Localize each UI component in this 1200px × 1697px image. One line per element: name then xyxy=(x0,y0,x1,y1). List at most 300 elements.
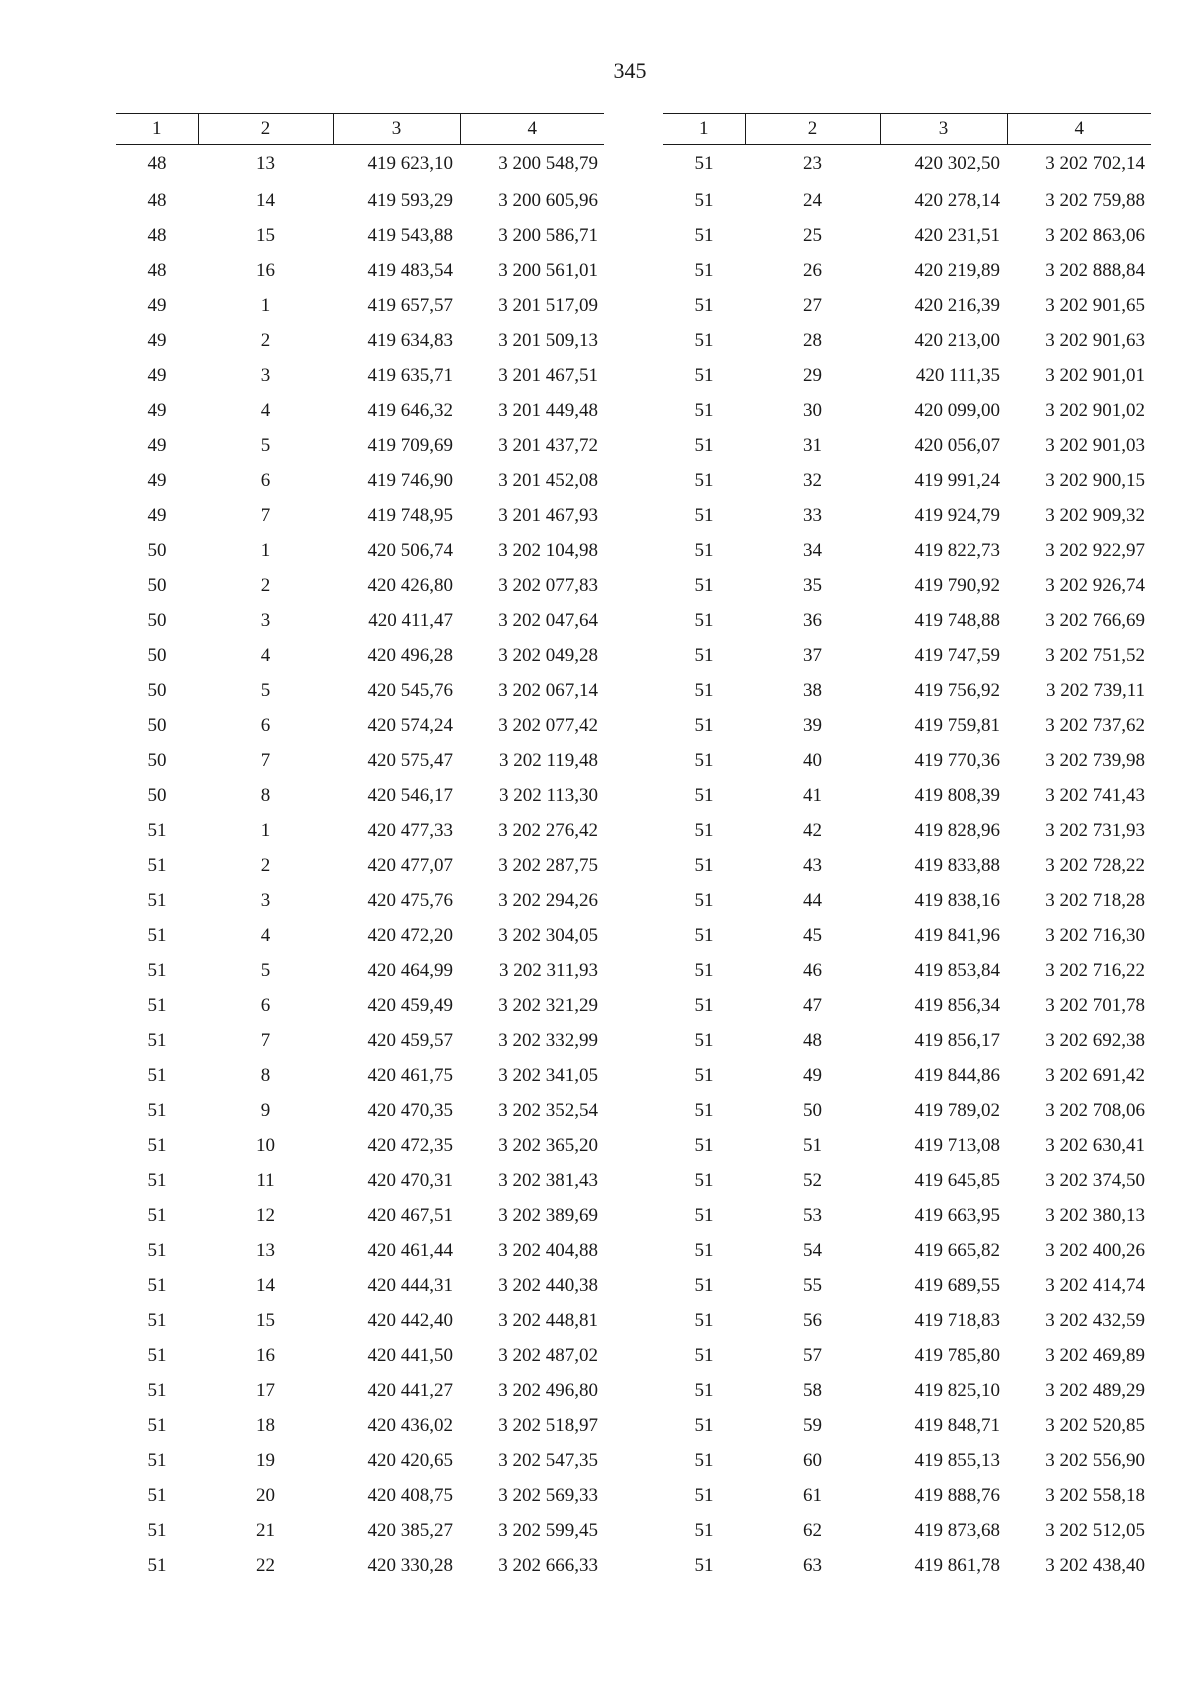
section-number-cell: 51 xyxy=(694,399,714,421)
table-row xyxy=(663,533,1151,568)
point-number-cell: 4 xyxy=(260,924,271,946)
y-coordinate-cell: 3 202 469,89 xyxy=(1045,1344,1145,1366)
y-coordinate-cell: 3 202 701,78 xyxy=(1045,994,1145,1016)
point-number-cell: 39 xyxy=(803,714,822,736)
point-number-cell: 54 xyxy=(803,1239,822,1261)
x-coordinate-cell: 419 543,88 xyxy=(367,224,453,246)
y-coordinate-cell: 3 202 518,97 xyxy=(498,1414,598,1436)
point-number-cell: 56 xyxy=(803,1309,822,1331)
x-coordinate-cell: 419 991,24 xyxy=(914,469,1000,491)
point-number-cell: 4 xyxy=(260,644,271,666)
x-coordinate-cell: 419 748,88 xyxy=(914,609,1000,631)
y-coordinate-cell: 3 202 691,42 xyxy=(1045,1064,1145,1086)
table-row xyxy=(663,603,1151,638)
section-number-cell: 51 xyxy=(147,1274,167,1296)
y-coordinate-cell: 3 202 341,05 xyxy=(498,1064,598,1086)
x-coordinate-cell: 419 790,92 xyxy=(914,574,1000,596)
section-number-cell: 51 xyxy=(694,1484,714,1506)
x-coordinate-cell: 419 808,39 xyxy=(914,784,1000,806)
y-coordinate-cell: 3 201 467,93 xyxy=(498,504,598,526)
table-row xyxy=(663,848,1151,883)
section-number-cell: 51 xyxy=(147,1344,167,1366)
table-row xyxy=(116,498,604,533)
x-coordinate-cell: 420 111,35 xyxy=(915,364,1000,386)
section-number-cell: 48 xyxy=(147,153,167,174)
section-number-cell: 51 xyxy=(694,1554,714,1576)
y-coordinate-cell: 3 202 708,06 xyxy=(1045,1099,1145,1121)
table-row xyxy=(663,218,1151,253)
x-coordinate-cell: 420 444,31 xyxy=(367,1274,453,1296)
x-coordinate-cell: 420 470,35 xyxy=(367,1099,453,1121)
section-number-cell: 51 xyxy=(694,153,714,174)
section-number-cell: 51 xyxy=(147,889,167,911)
table-row xyxy=(116,1093,604,1128)
table-row xyxy=(116,1023,604,1058)
table-row xyxy=(663,1338,1151,1373)
section-number-cell: 50 xyxy=(147,784,167,806)
table-row xyxy=(663,883,1151,918)
section-number-cell: 51 xyxy=(694,469,714,491)
point-number-cell: 14 xyxy=(256,189,275,211)
table-row xyxy=(116,1198,604,1233)
section-number-cell: 51 xyxy=(694,434,714,456)
section-number-cell: 51 xyxy=(147,1449,167,1471)
section-number-cell: 51 xyxy=(694,224,714,246)
table-row xyxy=(663,778,1151,813)
x-coordinate-cell: 420 461,44 xyxy=(367,1239,453,1261)
x-coordinate-cell: 419 756,92 xyxy=(914,679,1000,701)
point-number-cell: 13 xyxy=(256,153,275,174)
table-row xyxy=(663,145,1151,184)
x-coordinate-cell: 419 848,71 xyxy=(914,1414,1000,1436)
x-coordinate-cell: 420 278,14 xyxy=(914,189,1000,211)
section-number-cell: 50 xyxy=(147,714,167,736)
table-row xyxy=(663,1548,1151,1583)
table-row xyxy=(663,1268,1151,1303)
table-row xyxy=(116,848,604,883)
section-number-cell: 51 xyxy=(694,1064,714,1086)
y-coordinate-cell: 3 201 449,48 xyxy=(498,399,598,421)
column-header: 1 xyxy=(116,114,198,145)
x-coordinate-cell: 420 330,28 xyxy=(367,1554,453,1576)
y-coordinate-cell: 3 202 556,90 xyxy=(1045,1449,1145,1471)
section-number-cell: 50 xyxy=(147,574,167,596)
y-coordinate-cell: 3 202 630,41 xyxy=(1045,1134,1145,1156)
section-number-cell: 50 xyxy=(147,609,167,631)
x-coordinate-cell: 420 099,00 xyxy=(914,399,1000,421)
point-number-cell: 47 xyxy=(803,994,822,1016)
y-coordinate-cell: 3 202 900,15 xyxy=(1045,469,1145,491)
point-number-cell: 45 xyxy=(803,924,822,946)
y-coordinate-cell: 3 202 901,03 xyxy=(1045,434,1145,456)
table-row xyxy=(116,145,604,184)
x-coordinate-cell: 419 759,81 xyxy=(914,714,1000,736)
point-number-cell: 2 xyxy=(260,854,271,876)
x-coordinate-cell: 420 496,28 xyxy=(367,644,453,666)
point-number-cell: 52 xyxy=(803,1169,822,1191)
table-row xyxy=(663,988,1151,1023)
column-header: 4 xyxy=(1007,114,1151,145)
x-coordinate-cell: 419 856,17 xyxy=(914,1029,1000,1051)
x-coordinate-cell: 420 467,51 xyxy=(367,1204,453,1226)
x-coordinate-cell: 420 219,89 xyxy=(914,259,1000,281)
y-coordinate-cell: 3 202 067,14 xyxy=(498,679,598,701)
point-number-cell: 25 xyxy=(803,224,822,246)
section-number-cell: 51 xyxy=(694,1274,714,1296)
y-coordinate-cell: 3 202 766,69 xyxy=(1045,609,1145,631)
y-coordinate-cell: 3 202 716,22 xyxy=(1045,959,1145,981)
x-coordinate-cell: 420 441,27 xyxy=(367,1379,453,1401)
section-number-cell: 48 xyxy=(147,224,167,246)
point-number-cell: 34 xyxy=(803,539,822,561)
table-row xyxy=(663,1233,1151,1268)
y-coordinate-cell: 3 200 586,71 xyxy=(498,224,598,246)
section-number-cell: 48 xyxy=(147,259,167,281)
point-number-cell: 38 xyxy=(803,679,822,701)
table-row xyxy=(116,1163,604,1198)
x-coordinate-cell: 419 746,90 xyxy=(367,469,453,491)
point-number-cell: 46 xyxy=(803,959,822,981)
section-number-cell: 51 xyxy=(694,539,714,561)
x-coordinate-cell: 419 709,69 xyxy=(367,434,453,456)
section-number-cell: 51 xyxy=(694,189,714,211)
x-coordinate-cell: 419 635,71 xyxy=(367,364,453,386)
table-row xyxy=(663,1443,1151,1478)
x-coordinate-cell: 419 924,79 xyxy=(914,504,1000,526)
section-number-cell: 51 xyxy=(694,889,714,911)
x-coordinate-cell: 419 646,32 xyxy=(367,399,453,421)
point-number-cell: 7 xyxy=(260,1029,271,1051)
table-row xyxy=(663,1058,1151,1093)
section-number-cell: 51 xyxy=(694,609,714,631)
point-number-cell: 5 xyxy=(260,434,271,456)
y-coordinate-cell: 3 202 599,45 xyxy=(498,1519,598,1541)
point-number-cell: 40 xyxy=(803,749,822,771)
x-coordinate-cell: 419 833,88 xyxy=(914,854,1000,876)
section-number-cell: 51 xyxy=(694,329,714,351)
column-header: 3 xyxy=(880,114,1007,145)
point-number-cell: 27 xyxy=(803,294,822,316)
y-coordinate-cell: 3 202 311,93 xyxy=(498,959,598,981)
section-number-cell: 51 xyxy=(694,1029,714,1051)
y-coordinate-cell: 3 200 605,96 xyxy=(498,189,598,211)
point-number-cell: 13 xyxy=(256,1239,275,1261)
table-row xyxy=(663,1093,1151,1128)
table-row xyxy=(116,428,604,463)
point-number-cell: 30 xyxy=(803,399,822,421)
point-number-cell: 15 xyxy=(256,1309,275,1331)
table-row xyxy=(663,1023,1151,1058)
section-number-cell: 50 xyxy=(147,749,167,771)
table-row xyxy=(663,428,1151,463)
table-row xyxy=(116,673,604,708)
point-number-cell: 16 xyxy=(256,259,275,281)
y-coordinate-cell: 3 202 728,22 xyxy=(1045,854,1145,876)
x-coordinate-cell: 420 302,50 xyxy=(914,153,1000,174)
section-number-cell: 51 xyxy=(694,1449,714,1471)
table-row xyxy=(116,708,604,743)
point-number-cell: 16 xyxy=(256,1344,275,1366)
table-row xyxy=(116,1478,604,1513)
x-coordinate-cell: 419 634,83 xyxy=(367,329,453,351)
point-number-cell: 18 xyxy=(256,1414,275,1436)
x-coordinate-cell: 419 888,76 xyxy=(914,1484,1000,1506)
y-coordinate-cell: 3 201 517,09 xyxy=(498,294,598,316)
section-number-cell: 51 xyxy=(694,294,714,316)
y-coordinate-cell: 3 202 702,14 xyxy=(1045,153,1145,174)
table-row xyxy=(116,323,604,358)
point-number-cell: 19 xyxy=(256,1449,275,1471)
table-row xyxy=(663,918,1151,953)
section-number-cell: 51 xyxy=(147,1519,167,1541)
table-row xyxy=(116,1303,604,1338)
table-body-left xyxy=(116,145,604,1584)
table-row xyxy=(116,1338,604,1373)
y-coordinate-cell: 3 201 509,13 xyxy=(498,329,598,351)
x-coordinate-cell: 419 789,02 xyxy=(914,1099,1000,1121)
x-coordinate-cell: 420 461,75 xyxy=(367,1064,453,1086)
y-coordinate-cell: 3 201 452,08 xyxy=(498,469,598,491)
point-number-cell: 41 xyxy=(803,784,822,806)
y-coordinate-cell: 3 202 751,52 xyxy=(1045,644,1145,666)
point-number-cell: 6 xyxy=(260,714,271,736)
x-coordinate-cell: 420 506,74 xyxy=(367,539,453,561)
y-coordinate-cell: 3 202 389,69 xyxy=(498,1204,598,1226)
table-row xyxy=(116,393,604,428)
y-coordinate-cell: 3 202 381,43 xyxy=(498,1169,598,1191)
x-coordinate-cell: 420 459,57 xyxy=(367,1029,453,1051)
point-number-cell: 42 xyxy=(803,819,822,841)
table-row xyxy=(116,813,604,848)
x-coordinate-cell: 419 873,68 xyxy=(914,1519,1000,1541)
table-row xyxy=(663,1373,1151,1408)
table-row xyxy=(116,253,604,288)
x-coordinate-cell: 420 420,65 xyxy=(367,1449,453,1471)
table-row xyxy=(663,1303,1151,1338)
x-coordinate-cell: 420 545,76 xyxy=(367,679,453,701)
x-coordinate-cell: 420 477,07 xyxy=(367,854,453,876)
x-coordinate-cell: 420 575,47 xyxy=(367,749,453,771)
section-number-cell: 51 xyxy=(694,784,714,806)
section-number-cell: 51 xyxy=(147,1029,167,1051)
section-number-cell: 51 xyxy=(147,959,167,981)
y-coordinate-cell: 3 202 739,98 xyxy=(1045,749,1145,771)
section-number-cell: 51 xyxy=(694,504,714,526)
y-coordinate-cell: 3 201 467,51 xyxy=(498,364,598,386)
section-number-cell: 49 xyxy=(147,469,167,491)
point-number-cell: 35 xyxy=(803,574,822,596)
table-row xyxy=(663,708,1151,743)
x-coordinate-cell: 419 785,80 xyxy=(914,1344,1000,1366)
column-header: 3 xyxy=(333,114,460,145)
y-coordinate-cell: 3 202 432,59 xyxy=(1045,1309,1145,1331)
x-coordinate-cell: 420 056,07 xyxy=(914,434,1000,456)
table-row xyxy=(663,813,1151,848)
table-row xyxy=(663,638,1151,673)
table-row xyxy=(116,183,604,218)
point-number-cell: 2 xyxy=(260,574,271,596)
point-number-cell: 23 xyxy=(803,153,822,174)
point-number-cell: 32 xyxy=(803,469,822,491)
point-number-cell: 58 xyxy=(803,1379,822,1401)
point-number-cell: 1 xyxy=(260,819,271,841)
point-number-cell: 3 xyxy=(260,609,271,631)
point-number-cell: 8 xyxy=(260,784,271,806)
y-coordinate-cell: 3 202 926,74 xyxy=(1045,574,1145,596)
point-number-cell: 5 xyxy=(260,959,271,981)
section-number-cell: 51 xyxy=(147,1134,167,1156)
y-coordinate-cell: 3 202 496,80 xyxy=(498,1379,598,1401)
section-number-cell: 51 xyxy=(694,1099,714,1121)
point-number-cell: 8 xyxy=(260,1064,271,1086)
x-coordinate-cell: 420 213,00 xyxy=(914,329,1000,351)
y-coordinate-cell: 3 202 716,30 xyxy=(1045,924,1145,946)
table-row xyxy=(116,883,604,918)
table-row xyxy=(116,288,604,323)
section-number-cell: 51 xyxy=(147,1099,167,1121)
y-coordinate-cell: 3 202 049,28 xyxy=(498,644,598,666)
x-coordinate-cell: 419 841,96 xyxy=(914,924,1000,946)
point-number-cell: 1 xyxy=(260,294,271,316)
x-coordinate-cell: 420 231,51 xyxy=(914,224,1000,246)
x-coordinate-cell: 420 477,33 xyxy=(367,819,453,841)
x-coordinate-cell: 419 748,95 xyxy=(367,504,453,526)
point-number-cell: 29 xyxy=(803,364,822,386)
point-number-cell: 3 xyxy=(260,889,271,911)
point-number-cell: 28 xyxy=(803,329,822,351)
x-coordinate-cell: 419 645,85 xyxy=(914,1169,1000,1191)
y-coordinate-cell: 3 202 380,13 xyxy=(1045,1204,1145,1226)
point-number-cell: 12 xyxy=(256,1204,275,1226)
section-number-cell: 51 xyxy=(694,679,714,701)
table-row xyxy=(663,743,1151,778)
point-number-cell: 3 xyxy=(260,364,271,386)
point-number-cell: 44 xyxy=(803,889,822,911)
table-row xyxy=(663,288,1151,323)
y-coordinate-cell: 3 202 119,48 xyxy=(498,749,598,771)
y-coordinate-cell: 3 202 737,62 xyxy=(1045,714,1145,736)
point-number-cell: 2 xyxy=(260,329,271,351)
section-number-cell: 51 xyxy=(694,1309,714,1331)
y-coordinate-cell: 3 202 901,02 xyxy=(1045,399,1145,421)
section-number-cell: 51 xyxy=(147,1169,167,1191)
x-coordinate-cell: 419 713,08 xyxy=(914,1134,1000,1156)
table-row xyxy=(116,1233,604,1268)
y-coordinate-cell: 3 202 304,05 xyxy=(498,924,598,946)
x-coordinate-cell: 419 838,16 xyxy=(914,889,1000,911)
table-row xyxy=(663,358,1151,393)
section-number-cell: 51 xyxy=(147,854,167,876)
table-row xyxy=(663,498,1151,533)
y-coordinate-cell: 3 202 404,88 xyxy=(498,1239,598,1261)
point-number-cell: 1 xyxy=(260,539,271,561)
x-coordinate-cell: 420 216,39 xyxy=(914,294,1000,316)
point-number-cell: 61 xyxy=(803,1484,822,1506)
point-number-cell: 21 xyxy=(256,1519,275,1541)
y-coordinate-cell: 3 200 548,79 xyxy=(498,153,598,174)
x-coordinate-cell: 419 822,73 xyxy=(914,539,1000,561)
y-coordinate-cell: 3 202 489,29 xyxy=(1045,1379,1145,1401)
section-number-cell: 51 xyxy=(694,749,714,771)
section-number-cell: 51 xyxy=(147,1414,167,1436)
section-number-cell: 51 xyxy=(694,994,714,1016)
section-number-cell: 51 xyxy=(694,1379,714,1401)
section-number-cell: 49 xyxy=(147,364,167,386)
table-row xyxy=(663,183,1151,218)
section-number-cell: 51 xyxy=(147,1379,167,1401)
table-row xyxy=(663,1513,1151,1548)
x-coordinate-cell: 420 464,99 xyxy=(367,959,453,981)
section-number-cell: 50 xyxy=(147,644,167,666)
section-number-cell: 51 xyxy=(147,994,167,1016)
table-row xyxy=(663,463,1151,498)
point-number-cell: 31 xyxy=(803,434,822,456)
y-coordinate-cell: 3 202 558,18 xyxy=(1045,1484,1145,1506)
section-number-cell: 49 xyxy=(147,329,167,351)
y-coordinate-cell: 3 202 901,65 xyxy=(1045,294,1145,316)
table-row xyxy=(116,1373,604,1408)
y-coordinate-cell: 3 202 718,28 xyxy=(1045,889,1145,911)
point-number-cell: 62 xyxy=(803,1519,822,1541)
point-number-cell: 36 xyxy=(803,609,822,631)
section-number-cell: 50 xyxy=(147,679,167,701)
table-row xyxy=(116,533,604,568)
x-coordinate-cell: 419 856,34 xyxy=(914,994,1000,1016)
x-coordinate-cell: 419 718,83 xyxy=(914,1309,1000,1331)
table-header-row xyxy=(116,114,604,145)
x-coordinate-cell: 419 689,55 xyxy=(914,1274,1000,1296)
x-coordinate-cell: 420 408,75 xyxy=(367,1484,453,1506)
y-coordinate-cell: 3 202 901,63 xyxy=(1045,329,1145,351)
point-number-cell: 49 xyxy=(803,1064,822,1086)
section-number-cell: 48 xyxy=(147,189,167,211)
point-number-cell: 60 xyxy=(803,1449,822,1471)
column-header: 2 xyxy=(745,114,880,145)
section-number-cell: 51 xyxy=(147,924,167,946)
table-row xyxy=(116,778,604,813)
y-coordinate-cell: 3 202 909,32 xyxy=(1045,504,1145,526)
point-number-cell: 57 xyxy=(803,1344,822,1366)
section-number-cell: 51 xyxy=(147,1484,167,1506)
point-number-cell: 11 xyxy=(256,1169,275,1191)
section-number-cell: 51 xyxy=(694,924,714,946)
x-coordinate-cell: 419 593,29 xyxy=(367,189,453,211)
y-coordinate-cell: 3 202 888,84 xyxy=(1045,259,1145,281)
table-row xyxy=(116,988,604,1023)
section-number-cell: 51 xyxy=(147,1064,167,1086)
point-number-cell: 43 xyxy=(803,854,822,876)
page-number: 345 xyxy=(613,58,647,83)
x-coordinate-cell: 419 861,78 xyxy=(914,1554,1000,1576)
y-coordinate-cell: 3 200 561,01 xyxy=(498,259,598,281)
table-row xyxy=(663,393,1151,428)
y-coordinate-cell: 3 202 104,98 xyxy=(498,539,598,561)
section-number-cell: 49 xyxy=(147,504,167,526)
x-coordinate-cell: 420 574,24 xyxy=(367,714,453,736)
point-number-cell: 17 xyxy=(256,1379,275,1401)
coordinates-table-left xyxy=(116,113,604,1583)
table-row xyxy=(116,603,604,638)
section-number-cell: 51 xyxy=(694,1239,714,1261)
section-number-cell: 51 xyxy=(694,854,714,876)
point-number-cell: 26 xyxy=(803,259,822,281)
y-coordinate-cell: 3 202 276,42 xyxy=(498,819,598,841)
y-coordinate-cell: 3 202 352,54 xyxy=(498,1099,598,1121)
y-coordinate-cell: 3 202 666,33 xyxy=(498,1554,598,1576)
point-number-cell: 10 xyxy=(256,1134,275,1156)
column-header: 1 xyxy=(663,114,745,145)
point-number-cell: 7 xyxy=(260,749,271,771)
